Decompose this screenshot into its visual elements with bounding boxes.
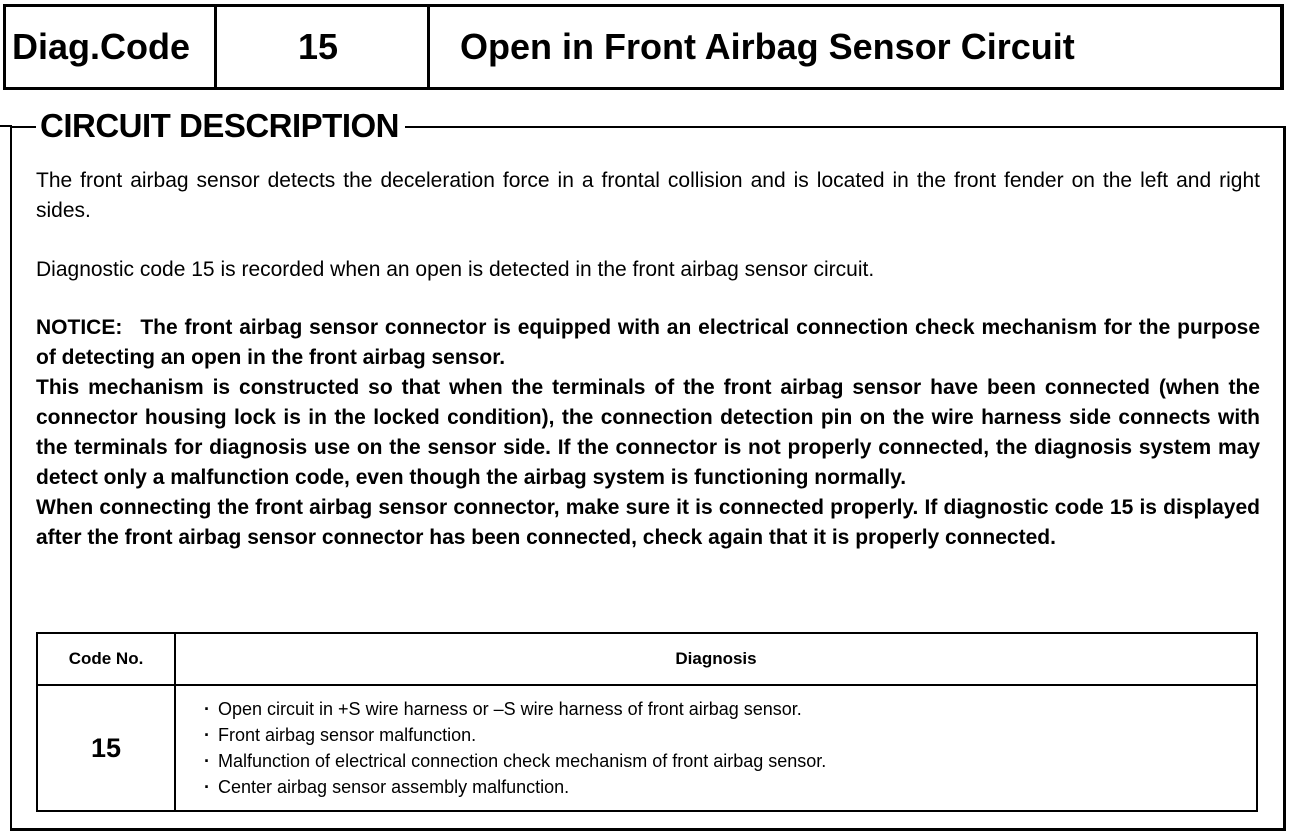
description-paragraph-2: Diagnostic code 15 is recorded when an open is detected in the front airbag sensor circuit. <box>36 258 875 281</box>
table-row <box>37 685 1257 811</box>
diagnosis-table <box>36 632 1258 812</box>
notice-text-3: When connecting the front airbag sensor connector, make sure it is connected properly. If diagnostic code 15 is displayed after the front airbag sensor connector has been connected, check again that it is properly connected. <box>36 496 1260 549</box>
diagnosis-item: · Malfunction of electrical connection check mechanism of front airbag sensor. <box>204 748 1256 774</box>
table-cell-diagnosis <box>175 685 1257 811</box>
table-header-row <box>37 633 1257 685</box>
diagnosis-item: · Center airbag sensor assembly malfunction. <box>204 774 1256 800</box>
diag-code-label: Diag.Code <box>6 7 217 87</box>
table-cell-code: 15 <box>37 685 175 811</box>
table-header-code: Code No. <box>37 633 175 685</box>
notice-block <box>36 313 1260 553</box>
diagnosis-item: · Front airbag sensor malfunction. <box>204 722 1256 748</box>
diag-code-number: 15 <box>217 7 430 87</box>
section-title: CIRCUIT DESCRIPTION <box>36 106 405 146</box>
notice-label: NOTICE: <box>36 316 123 339</box>
diagnosis-list <box>204 696 1256 800</box>
notice-text-2: This mechanism is constructed so that when the terminals of the front airbag sensor have been connected (when the connector housing lock is in the locked condition), the connection detection pin on the wire harness side connects with the terminals for diagnosis use on the sensor side. If the connector is not properly connected, the diagnosis system may detect only a malfunction code, even though the airbag system is functioning normally. <box>36 376 1260 489</box>
diag-header <box>3 4 1284 90</box>
description-paragraph-1: The front airbag sensor detects the deceleration force in a frontal collision and is located in the front fender on the left and right sides. <box>36 169 1260 222</box>
notice-text-1: The front airbag sensor connector is equipped with an electrical connection check mechanism for the purpose of detecting an open in the front airbag sensor. <box>36 316 1260 369</box>
diag-title: Open in Front Airbag Sensor Circuit <box>460 26 1075 67</box>
diagnosis-item: · Open circuit in +S wire harness or –S wire harness of front airbag sensor. <box>204 696 1256 722</box>
table-header-diagnosis: Diagnosis <box>175 633 1257 685</box>
